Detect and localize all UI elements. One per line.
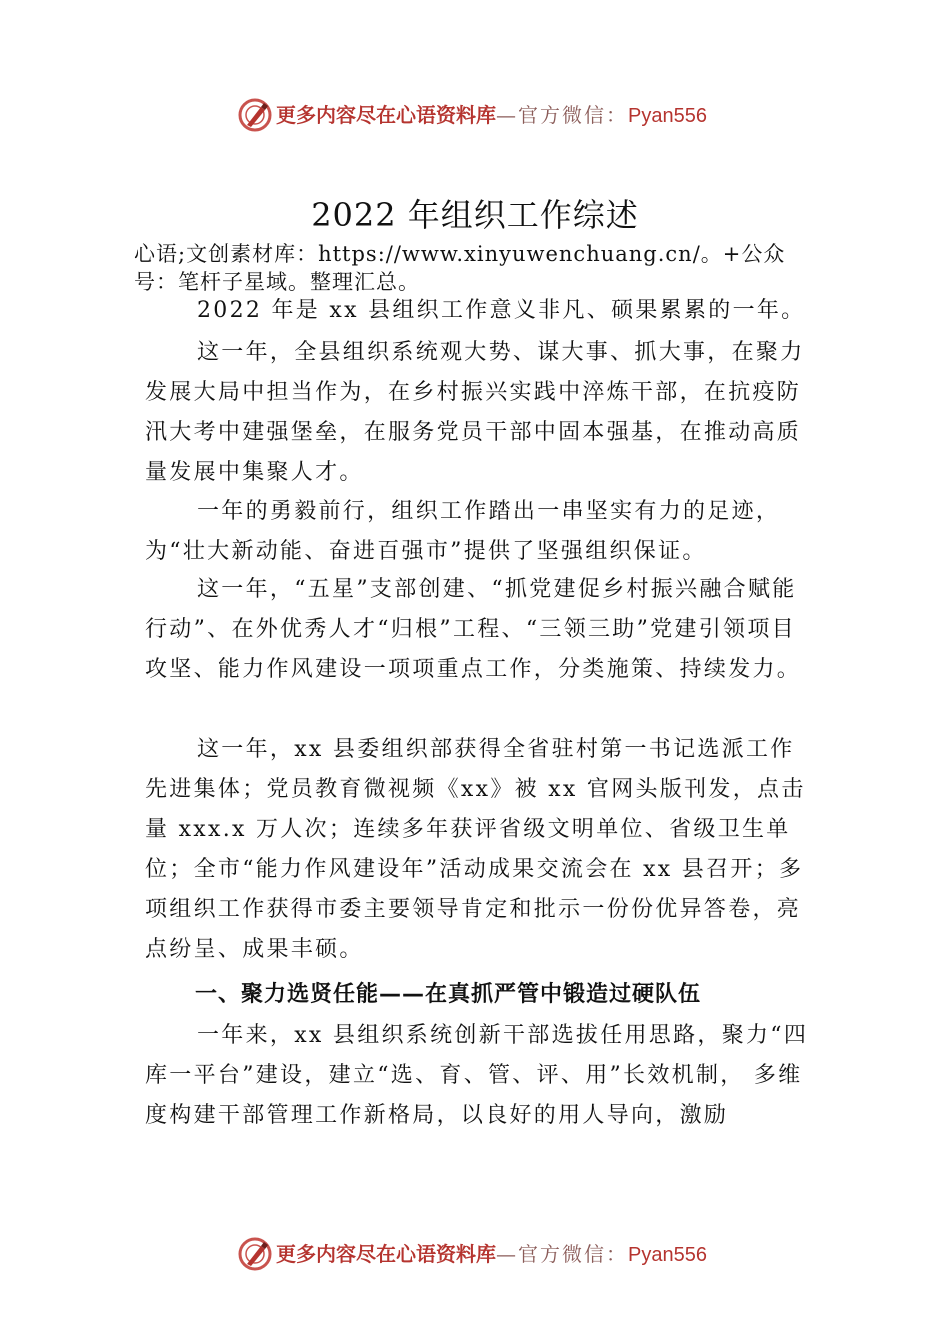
paragraph-4: 这一年，“五星”支部创建、“抓党建促乡村振兴融合赋能行动”、在外优秀人才“归根”工程、“三领三助”党建引领项目攻坚、能力作风建设一项项重点工作，分类施策、持续发力。 xyxy=(145,577,802,682)
banner-wechat-id: Pyan556 xyxy=(628,105,707,127)
header-banner xyxy=(0,93,950,137)
footer-banner xyxy=(0,1232,950,1276)
section-heading: 一、聚力选贤任能——在真抓严管中锻造过硬队伍 xyxy=(195,982,702,1007)
paragraph-6: 一年来，xx 县组织系统创新干部选拔任用思路，聚力“四库一平台”建设，建立“选、育、管、评、用”长效机制， 多维度构建干部管理工作新格局，以良好的用人导向，激励 xyxy=(145,1023,809,1128)
paragraph-1: 2022 年是 xx 县组织工作意义非凡、硕果累累的一年。 xyxy=(197,298,806,323)
banner-wechat-id: Pyan556 xyxy=(628,1244,707,1266)
document-title: 2022 年组织工作综述 xyxy=(311,196,639,234)
banner-wechat-label: —官方微信： xyxy=(496,1242,628,1266)
banner-library-text: 更多内容尽在心语资料库 xyxy=(276,103,496,127)
pen-logo-icon xyxy=(237,1236,273,1272)
paragraph-2: 这一年，全县组织系统观大势、谋大事、抓大事，在聚力发展大局中担当作为，在乡村振兴实践中淬炼干部，在抗疫防汛大考中建强堡垒，在服务党员干部中固本强基，在推动高质量发展中集聚人才。 xyxy=(145,340,805,485)
pen-logo-icon xyxy=(237,97,273,133)
banner-text xyxy=(276,1242,707,1267)
source-note: 心语;文创素材库：https://www.xinyuwenchuang.cn/。+公众号：笔杆子星域。整理汇总。 xyxy=(134,242,786,294)
paragraph-5: 这一年，xx 县委组织部获得全省驻村第一书记选派工作先进集体；党员教育微视频《xx》被 xx 官网头版刊发，点击量 xxx.x 万人次；连续多年获评省级文明单位、省级卫生单位；全市“能力作风建设年”活动成果交流会在 xx 县召开；多项组织工作获得市委主要领导肯定和批示一份份优异答卷，亮点纷呈、成果丰硕。 xyxy=(145,737,806,962)
banner-wechat-label: —官方微信： xyxy=(496,103,628,127)
banner-library-text: 更多内容尽在心语资料库 xyxy=(276,1242,496,1266)
paragraph-3: 一年的勇毅前行，组织工作踏出一串坚实有力的足迹，为“壮大新动能、奋进百强市”提供了坚强组织保证。 xyxy=(145,499,781,564)
banner-text xyxy=(276,103,707,128)
